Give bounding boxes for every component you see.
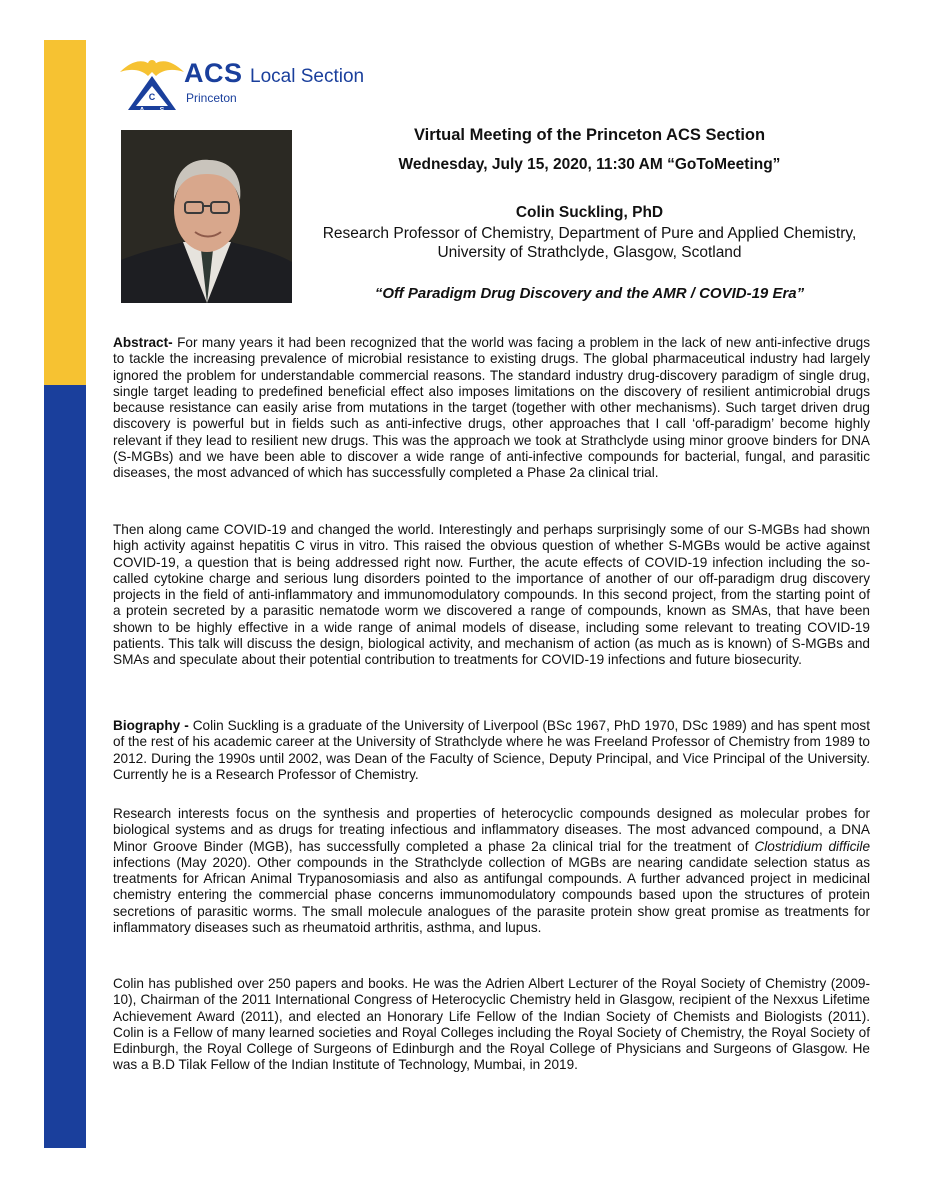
species-name: Clostridium difficile	[754, 838, 870, 854]
speaker-name: Colin Suckling, PhD	[515, 204, 664, 221]
abstract-label: Abstract-	[113, 335, 173, 350]
research-interests-paragraph	[113, 806, 870, 936]
affiliation-line: Research Professor of Chemistry, Department of Pure and Applied Chemistry,	[322, 225, 857, 242]
speaker-portrait-image	[121, 130, 292, 303]
acs-local-section-logo	[118, 54, 368, 116]
biography-text: Colin Suckling is a graduate of the University of Liverpool (BSc 1967, PhD 1970, DSc 1989) and has spent most of the rest of his academic career at the University of Strathclyde where he was Freeland Professor of Chemistry from 1989 to 2012. During the 1990s until 2002, was Dean of the Faculty of Science, Deputy Principal, and Vice Principal of the University. Currently he is a Research Professor of Chemistry.	[113, 718, 870, 782]
affiliation-line: University of Strathclyde, Glasgow, Scotland	[437, 244, 742, 261]
logo-acs-text: ACS	[184, 58, 243, 88]
logo-princeton-text: Princeton	[186, 91, 237, 105]
honors-paragraph: Colin has published over 250 papers and books. He was the Adrien Albert Lecturer of the Royal Society of Chemistry (2009-10), Chairman of the 2011 International Congress of Heterocyclic Chemistry held in Glasgow, recipient of the Nexxus Lifetime Achievement Award (2011), and elected an Honorary Life Fellow of the Indian Society of Chemists and Biologists (2011). Colin is a Fellow of many learned societies and Royal Colleges including the Royal Society of Chemistry, the Royal Society of Edinburgh, the Royal College of Surgeons of Edinburgh and the Royal College of Physicians and Surgeons of Glasgow. He was a B.D Tilak Fellow of the Indian Institute of Technology, Mumbai, in 2019.	[113, 976, 870, 1073]
biography-paragraph	[113, 718, 870, 783]
research-text-b: infections (May 2020). Other compounds in the Strathclyde collection of MGBs are nearing candidate selection status as treatments for African Animal Trypanosomiasis and also as antifungal compounds. A further advanced project in medicinal chemistry entering the commercial phase concerns immunomodulatory compounds based upon the structures of protein secretions of parasitic worms. The small molecule analogues of the parasite protein show great promise as treatments for inflammatory diseases such as rheumatoid arthritis, asthma, and lupus.	[113, 854, 870, 935]
speaker-affiliation	[292, 224, 887, 262]
biography-label: Biography -	[113, 718, 189, 733]
abstract-paragraph	[113, 335, 870, 481]
emblem-letter: C	[148, 92, 156, 102]
abstract-text: For many years it had been recognized that the world was facing a problem in the lack of new anti-infective drugs to tackle the increasing prevalence of microbial resistance to existing drugs. The global pharmaceutical industry had largely ignored the problem for understandable commercial reasons. The standard industry drug-discovery paradigm of single drug, single target leading to predefined beneficial effect also imposes limitations on the discovery of resilient antimicrobial drugs because resistance can easily arise from mutations in the target (together with other mechanisms). Such target driven drug discovery is powerful but in fields such as anti-infective drugs, other approaches that I call ‘off-paradigm’ become highly relevant if they lead to resilient new drugs. This was the approach we took at Strathclyde using minor groove binders for DNA (S-MGBs) and we have been able to discover a wide range of anti-infective compounds for bacterial, fungal, and parasitic diseases, the most advanced of which has successfully completed a Phase 2a clinical trial.	[113, 335, 870, 480]
research-text-a: Research interests focus on the synthesis and properties of heterocyclic compounds designed as molecular probes for biological systems and as drugs for treating infectious and inflammatory diseases. The most advanced compound, a DNA Minor Groove Binder (MGB), has successfully completed a phase 2a clinical trial for the treatment of	[113, 806, 870, 854]
emblem-letter: S	[159, 107, 165, 114]
meeting-title: Virtual Meeting of the Princeton ACS Section	[413, 126, 766, 144]
speaker-photo	[121, 130, 292, 303]
talk-title: “Off Paradigm Drug Discovery and the AMR / COVID-19 Era”	[374, 285, 805, 302]
accent-bar-yellow	[44, 40, 86, 385]
meeting-datetime: Wednesday, July 15, 2020, 11:30 AM “GoToMeeting”	[398, 156, 781, 173]
emblem-letter: A	[139, 107, 145, 114]
acs-eagle-emblem-icon	[118, 54, 186, 116]
accent-bar-blue	[44, 385, 86, 1148]
logo-local-section-text: Local Section	[250, 66, 365, 87]
abstract-paragraph-2: Then along came COVID-19 and changed the world. Interestingly and perhaps surprisingly some of our S-MGBs had shown high activity against hepatitis C virus in vitro. This raised the obvious question of whether S-MGBs would be active against COVID-19, a question that is being addressed right now. Further, the acute effects of COVID-19 infection including the so-called cytokine charge and serious lung disorders pointed to the importance of another of our off-paradigm drug discovery projects in the field of anti-inflammatory and immunomodulatory compounds. In this second project, from the starting point of a protein secreted by a parasitic nematode worm we discovered a range of compounds, known as SMAs, that have been shown to be highly effective in a wide range of animal models of disease, including some relevant to treating COVID-19 patients. This talk will discuss the design, biological activity, and mechanism of action (as much as is known) of S-MGBs and SMAs and speculate about their potential contribution to treatments for COVID-19 infections and future biosecurity.	[113, 522, 870, 667]
